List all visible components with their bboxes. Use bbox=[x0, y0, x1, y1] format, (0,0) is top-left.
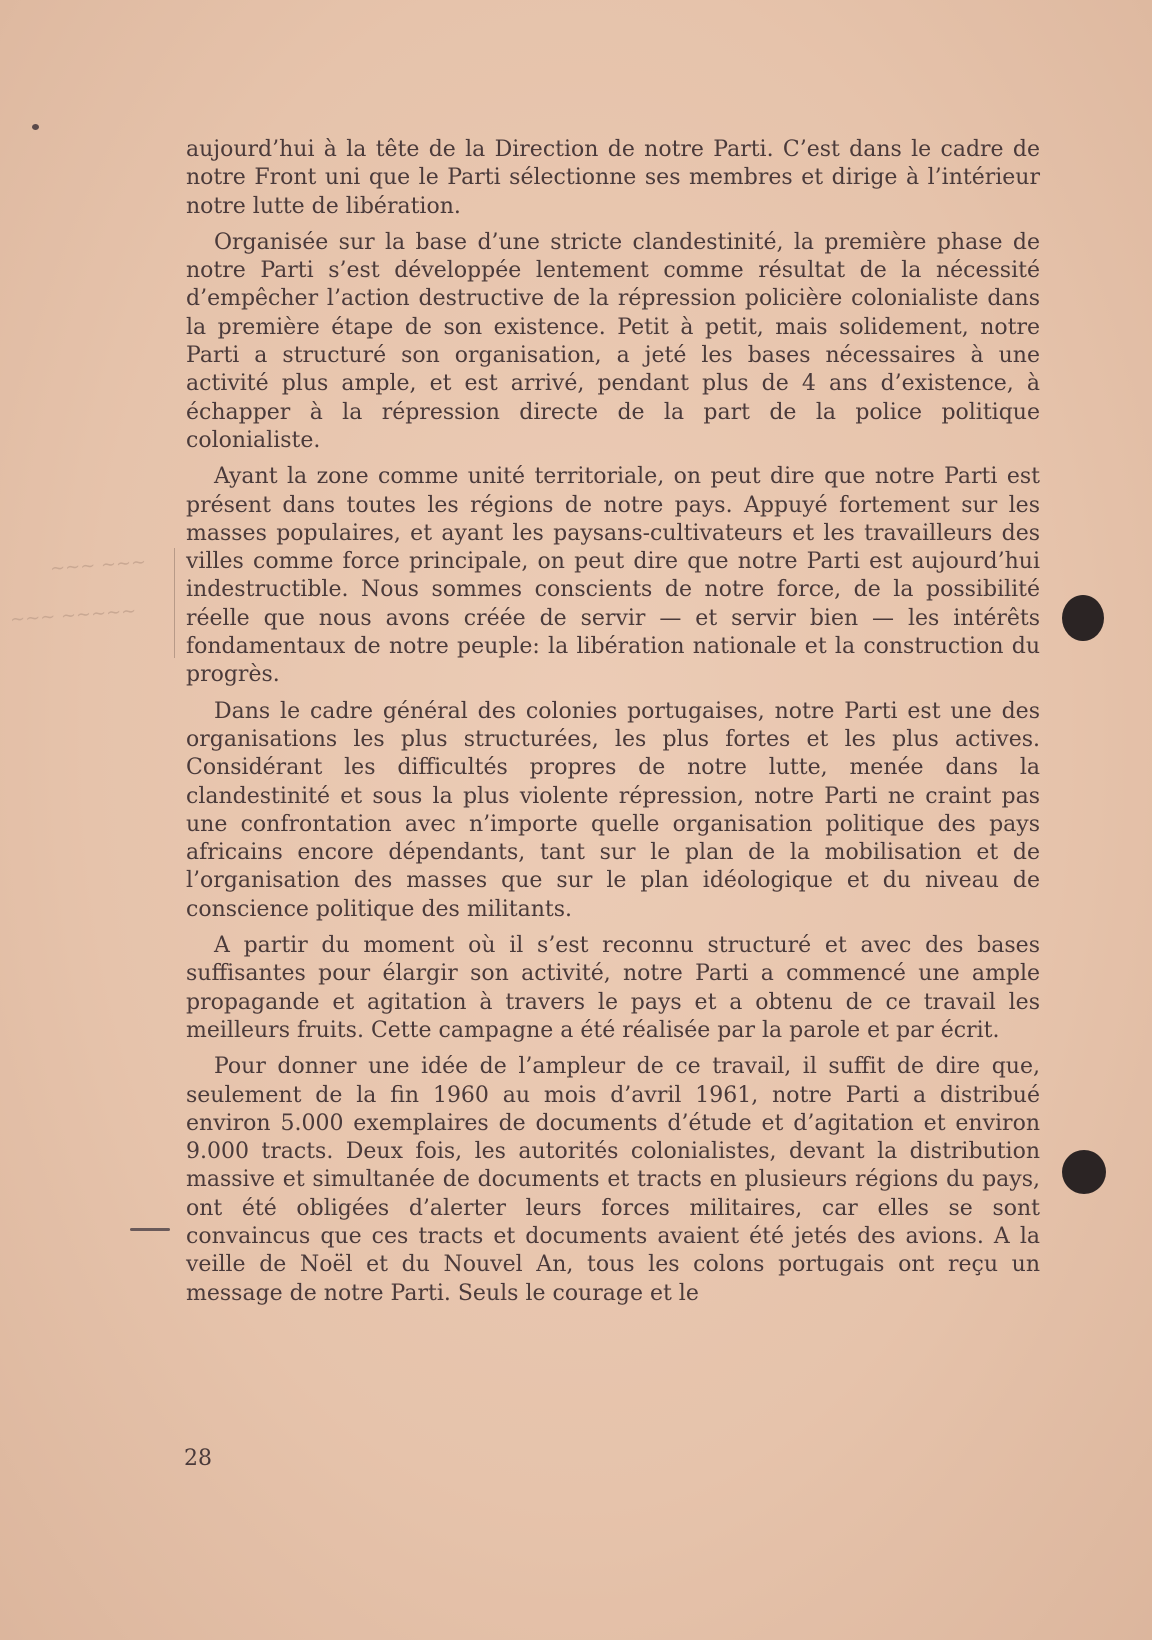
paragraph-1: aujourd’hui à la tête de la Direction de notre Parti. C’est dans le cadre de notre Front uni que le Parti sélectionne ses membres et dirige à l’intérieur notre lutte de libération. bbox=[186, 137, 1040, 219]
paragraph-6: Pour donner une idée de l’ampleur de ce travail, il suffit de dire que, seulement de la fin 1960 au mois d’avril 1961, notre Parti a distribué environ 5.000 exemplaires de documents d’étude et d’agitation et environ 9.000 tracts. Deux fois, les autorités colonialistes, devant la distribution massive et simultanée de documents et tracts en plusieurs régions du pays, ont été obligées d’alerter leurs forces militaires, car elles se sont convaincus que ces tracts et documents avaient été jetés des avions. A la veille de Noël et du Nouvel An, tous les colons portugais ont reçu un message de notre Parti. Seuls le courage et le bbox=[186, 1054, 1040, 1306]
punch-hole-icon bbox=[1062, 1150, 1106, 1194]
pencil-annotation-icon: ~~~ ~~~ bbox=[49, 551, 147, 580]
margin-line bbox=[174, 548, 175, 658]
body-text bbox=[186, 136, 1040, 1316]
paragraph-3: Ayant la zone comme unité territoriale, on peut dire que notre Parti est présent dans toutes les régions de notre pays. Appuyé fortement sur les masses populaires, et ayant les paysans-cultivateurs et les travailleurs des villes comme force principale, on peut dire que notre Parti est aujourd’hui indestructible. Nous sommes conscients de notre force, de la possibilité réelle que nous avons créée de servir — et servir bien — les intérêts fondamentaux de notre peuple: la libération nationale et la construction du progrès. bbox=[186, 464, 1040, 688]
paragraph-5: A partir du moment où il s’est reconnu structuré et avec des bases suffisantes pour élargir son activité, notre Parti a commencé une ample propagande et agitation à travers le pays et a obtenu de ce travail les meilleurs fruits. Cette campagne a été réalisée par la parole et par écrit. bbox=[186, 933, 1040, 1043]
punch-hole-icon bbox=[1062, 595, 1104, 641]
paragraph-2: Organisée sur la base d’une stricte clandestinité, la première phase de notre Parti s’est développée lentement comme résultat de la nécessité d’empêcher l’action destructive de la répression policière colonialiste dans la première étape de son existence. Petit à petit, mais solidement, notre Parti a structuré son organisation, a jeté les bases nécessaires à une activité plus ample, et est arrivé, pendant plus de 4 ans d’existence, à échapper à la répression directe de la part de la police politique colonialiste. bbox=[186, 229, 1040, 453]
speck-icon bbox=[32, 124, 39, 130]
pencil-annotation-icon: ~~~ ~~~~~ bbox=[9, 600, 137, 631]
page-number: 28 bbox=[184, 1446, 212, 1471]
paragraph-4: Dans le cadre général des colonies portugaises, notre Parti est une des organisations les plus structurées, les plus fortes et les plus actives. Considérant les difficultés propres de notre lutte, menée dans la clandestinité et sous la plus violente répression, notre Parti ne craint pas une confrontation avec n’importe quelle organisation politique des pays africains encore dépendants, tant sur le plan de la mobilisation et de l’organisation des masses que sur le plan idéologique et du niveau de conscience politique des militants. bbox=[186, 698, 1040, 922]
speck-icon bbox=[130, 1228, 170, 1231]
